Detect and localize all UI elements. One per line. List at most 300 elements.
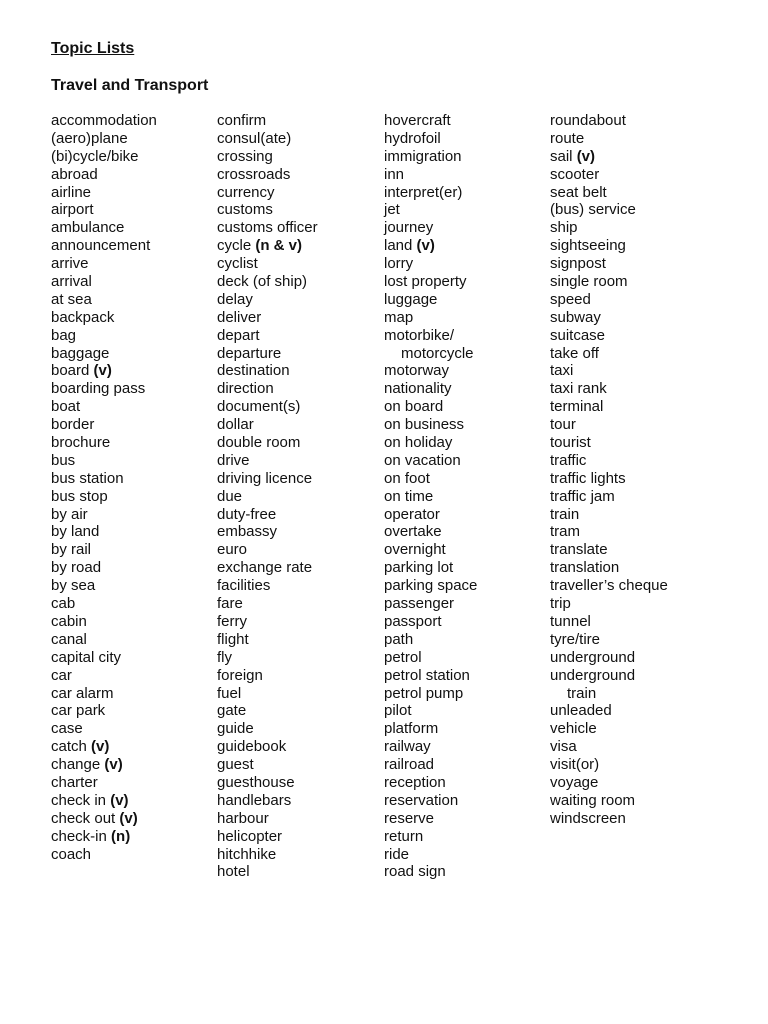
- word-list-item: [384, 559, 477, 577]
- word-list-item: [550, 792, 668, 810]
- word-text: fare: [217, 595, 243, 613]
- word-list-item: [217, 416, 318, 434]
- word-list-item: [51, 380, 157, 398]
- word-list-item: [384, 470, 477, 488]
- word-list-item: [217, 720, 318, 738]
- word-list-item: [217, 362, 318, 380]
- word-text: tyre/tire: [550, 630, 601, 648]
- word-text: by sea: [51, 577, 96, 595]
- word-list-item: [217, 452, 318, 470]
- word-text: parking space: [384, 577, 478, 595]
- word-list-item: [217, 273, 318, 291]
- word-text: canal: [51, 630, 87, 648]
- word-text: border: [51, 416, 95, 434]
- word-list-item: [550, 702, 668, 720]
- word-text: unleaded: [550, 702, 612, 720]
- word-list-item: [550, 756, 668, 774]
- word-text: car: [51, 666, 72, 684]
- word-list-item: [550, 327, 668, 345]
- word-text: return: [384, 827, 424, 845]
- word-text: jet: [384, 201, 400, 219]
- word-list-item: [550, 255, 668, 273]
- word-list-item: [217, 631, 318, 649]
- word-column-3: [384, 112, 477, 881]
- word-list-item: [51, 184, 157, 202]
- word-text: by rail: [51, 541, 92, 559]
- word-list-item: [384, 255, 477, 273]
- word-text: road sign: [384, 863, 446, 881]
- word-text: motorcycle: [401, 344, 474, 362]
- word-list-item: [217, 667, 318, 685]
- word-list-item: [384, 774, 477, 792]
- word-text: driving licence: [217, 469, 313, 487]
- word-text: hovercraft: [384, 112, 451, 129]
- word-text: translation: [550, 559, 620, 577]
- word-list-item: [550, 416, 668, 434]
- word-list-item: [550, 362, 668, 380]
- word-text: check out: [51, 809, 116, 827]
- word-column-4: [550, 112, 668, 828]
- word-text: hitchhike: [217, 845, 277, 863]
- word-list-item: [384, 756, 477, 774]
- word-list-item: [550, 201, 668, 219]
- part-of-speech-tag: (v): [91, 738, 110, 756]
- word-list-item: [550, 166, 668, 184]
- word-list-item: [217, 523, 318, 541]
- word-list-item: [217, 398, 318, 416]
- word-text: case: [51, 720, 83, 738]
- word-text: euro: [217, 541, 248, 559]
- word-text: deck (of ship): [217, 273, 308, 291]
- word-text: document(s): [217, 398, 301, 416]
- word-text: harbour: [217, 809, 269, 827]
- word-list-item: [550, 774, 668, 792]
- word-text: terminal: [550, 398, 604, 416]
- word-text: boarding pass: [51, 380, 146, 398]
- word-text: coach: [51, 845, 92, 863]
- word-text: airport: [51, 201, 94, 219]
- word-text: by air: [51, 505, 88, 523]
- word-list-item: [550, 488, 668, 506]
- word-list-item: [550, 595, 668, 613]
- word-list-item: [550, 720, 668, 738]
- word-list-item: [217, 327, 318, 345]
- word-text: check in: [51, 791, 107, 809]
- word-text: railroad: [384, 756, 435, 774]
- word-list-item: [51, 327, 157, 345]
- word-list-item: [217, 130, 318, 148]
- word-list-item: [550, 309, 668, 327]
- word-list-item: [384, 863, 477, 881]
- word-text: reservation: [384, 791, 459, 809]
- word-column-1: [51, 112, 157, 863]
- word-text: customs officer: [217, 219, 318, 237]
- word-list-item: [51, 255, 157, 273]
- word-list-item: [384, 720, 477, 738]
- word-list-item: [217, 649, 318, 667]
- word-list-item: [51, 416, 157, 434]
- word-text: signpost: [550, 255, 606, 273]
- word-text: seat belt: [550, 183, 607, 201]
- word-text: baggage: [51, 344, 110, 362]
- word-text: petrol station: [384, 666, 470, 684]
- word-text: platform: [384, 720, 439, 738]
- word-list-item: [51, 506, 157, 524]
- word-list-item: [550, 738, 668, 756]
- word-list-item: [550, 613, 668, 631]
- word-list-item: [51, 291, 157, 309]
- word-list-item: [550, 506, 668, 524]
- word-list-item: [51, 649, 157, 667]
- word-list-item: [217, 488, 318, 506]
- word-text: luggage: [384, 290, 438, 308]
- word-list-item: [384, 702, 477, 720]
- word-text: on vacation: [384, 451, 461, 469]
- word-text: train: [567, 684, 597, 702]
- word-list-item: [384, 416, 477, 434]
- word-list-item: [51, 201, 157, 219]
- word-text: translate: [550, 541, 608, 559]
- word-text: sail: [550, 147, 573, 165]
- word-list-item: [384, 112, 477, 130]
- word-text: depart: [217, 326, 260, 344]
- word-list-item: [384, 792, 477, 810]
- word-text: on business: [384, 416, 465, 434]
- word-list-item: [217, 309, 318, 327]
- word-text: cab: [51, 595, 76, 613]
- word-text: train: [550, 505, 580, 523]
- word-list-item: [51, 828, 157, 846]
- word-text: motorbike/: [384, 326, 455, 344]
- word-list-item: [384, 631, 477, 649]
- word-text: bus: [51, 451, 76, 469]
- word-list-item: [217, 541, 318, 559]
- word-list-item: [384, 273, 477, 291]
- word-list-item: [550, 649, 668, 667]
- word-text: on board: [384, 398, 444, 416]
- word-text: destination: [217, 362, 290, 380]
- word-text: dollar: [217, 416, 254, 434]
- word-text: taxi: [550, 362, 574, 380]
- word-text: windscreen: [550, 809, 626, 827]
- word-text: direction: [217, 380, 274, 398]
- word-text: departure: [217, 344, 282, 362]
- word-list-item: [51, 720, 157, 738]
- word-list-item: [384, 291, 477, 309]
- word-text: at sea: [51, 290, 92, 308]
- word-text: petrol: [384, 648, 422, 666]
- word-text: tram: [550, 523, 580, 541]
- word-text: guest: [217, 756, 254, 774]
- word-text: taxi rank: [550, 380, 607, 398]
- word-list-item: [217, 201, 318, 219]
- word-text: fuel: [217, 684, 242, 702]
- word-list-item: [550, 434, 668, 452]
- word-list-item: [384, 166, 477, 184]
- word-text: cyclist: [217, 255, 258, 273]
- word-list-item: [217, 506, 318, 524]
- word-text: lorry: [384, 255, 414, 273]
- word-list-item: [51, 577, 157, 595]
- word-text: passport: [384, 612, 442, 630]
- word-list-item: [550, 237, 668, 255]
- word-list-item: [384, 309, 477, 327]
- word-list-item: [384, 846, 477, 864]
- word-text: operator: [384, 505, 440, 523]
- word-text: confirm: [217, 112, 267, 129]
- word-list-item: [51, 130, 157, 148]
- word-list-item: [51, 595, 157, 613]
- word-list-item: [51, 219, 157, 237]
- word-text: passenger: [384, 595, 455, 613]
- word-list-item: [384, 810, 477, 828]
- word-list-item: [384, 148, 477, 166]
- word-text: traffic lights: [550, 469, 626, 487]
- word-text: helicopter: [217, 827, 283, 845]
- word-text: brochure: [51, 434, 111, 452]
- word-text: reception: [384, 773, 446, 791]
- word-list-item: [51, 273, 157, 291]
- word-list-item: [217, 577, 318, 595]
- word-text: subway: [550, 308, 601, 326]
- word-text: overnight: [384, 541, 446, 559]
- word-text: (bi)cycle/bike: [51, 147, 139, 165]
- word-list-item: [217, 810, 318, 828]
- word-text: cabin: [51, 612, 87, 630]
- document-title: Topic Lists: [51, 40, 135, 57]
- word-list-item: [384, 506, 477, 524]
- part-of-speech-tag: (v): [93, 362, 112, 380]
- word-list-item: [550, 184, 668, 202]
- word-text: underground: [550, 666, 636, 684]
- word-text: airline: [51, 183, 92, 201]
- word-list-item: [550, 452, 668, 470]
- word-text: map: [384, 308, 414, 326]
- word-list-item: [217, 685, 318, 703]
- word-list-item: [384, 452, 477, 470]
- word-list-item: [51, 309, 157, 327]
- word-text: suitcase: [550, 326, 606, 344]
- word-text: ride: [384, 845, 410, 863]
- word-list-item: [217, 559, 318, 577]
- word-list-item: [51, 523, 157, 541]
- word-list-item: [217, 237, 318, 255]
- word-list-item: [384, 219, 477, 237]
- word-list-item: [384, 488, 477, 506]
- word-list-item: [550, 631, 668, 649]
- word-list-item: [51, 631, 157, 649]
- word-text: traffic jam: [550, 487, 615, 505]
- word-text: path: [384, 630, 414, 648]
- part-of-speech-tag: (v): [119, 809, 138, 827]
- word-list-item: [217, 702, 318, 720]
- word-text: railway: [384, 738, 431, 756]
- word-text: by land: [51, 523, 100, 541]
- word-text: arrive: [51, 255, 89, 273]
- word-list-item: [384, 130, 477, 148]
- word-text: visit(or): [550, 756, 600, 774]
- word-text: change: [51, 756, 101, 774]
- word-text: ferry: [217, 612, 247, 630]
- word-text: gate: [217, 702, 247, 720]
- word-text: waiting room: [550, 791, 636, 809]
- word-text: announcement: [51, 237, 151, 255]
- word-text: take off: [550, 344, 599, 362]
- word-list-item: [550, 112, 668, 130]
- word-list-item: [217, 792, 318, 810]
- word-list-item: [51, 685, 157, 703]
- word-text: bag: [51, 326, 77, 344]
- word-text: facilities: [217, 577, 271, 595]
- word-text: foreign: [217, 666, 263, 684]
- word-text: bus stop: [51, 487, 108, 505]
- word-text: consul(ate): [217, 129, 292, 147]
- word-list-item: [51, 237, 157, 255]
- word-list-item: [51, 810, 157, 828]
- word-text: boat: [51, 398, 81, 416]
- word-text: check-in: [51, 827, 107, 845]
- word-text: crossroads: [217, 165, 291, 183]
- word-text: sightseeing: [550, 237, 626, 255]
- word-text: catch: [51, 738, 87, 756]
- word-list-item: [51, 738, 157, 756]
- word-text: roundabout: [550, 112, 626, 129]
- word-text: on holiday: [384, 434, 453, 452]
- word-list-item: [550, 398, 668, 416]
- word-list-item: [384, 667, 477, 685]
- word-list-item: [384, 523, 477, 541]
- word-list-item: [384, 541, 477, 559]
- word-text: trip: [550, 595, 571, 613]
- word-text: exchange rate: [217, 559, 313, 577]
- word-text: currency: [217, 183, 275, 201]
- word-list-item: [384, 685, 477, 703]
- word-list-item: [217, 255, 318, 273]
- word-list-item: [51, 792, 157, 810]
- word-list-item: [217, 166, 318, 184]
- word-text: ship: [550, 219, 578, 237]
- word-list-item: [550, 810, 668, 828]
- word-text: visa: [550, 738, 577, 756]
- word-list-item: [550, 273, 668, 291]
- word-list-item: [384, 595, 477, 613]
- word-list-item: [51, 846, 157, 864]
- word-text: accommodation: [51, 112, 157, 129]
- word-text: nationality: [384, 380, 452, 398]
- word-list-item: [384, 828, 477, 846]
- word-text: underground: [550, 648, 636, 666]
- word-list-item: [217, 434, 318, 452]
- word-text: bus station: [51, 469, 124, 487]
- word-list-item: [384, 362, 477, 380]
- word-list-item: [217, 470, 318, 488]
- part-of-speech-tag: (v): [104, 756, 123, 774]
- part-of-speech-tag: (n): [111, 827, 131, 845]
- word-list-item: [384, 201, 477, 219]
- word-list-item: [51, 148, 157, 166]
- word-list-item: [217, 148, 318, 166]
- word-text: fly: [217, 648, 232, 666]
- word-text: abroad: [51, 165, 98, 183]
- word-list-item: [384, 237, 477, 255]
- word-text: charter: [51, 773, 98, 791]
- word-list-item: [384, 380, 477, 398]
- word-text: on foot: [384, 469, 430, 487]
- part-of-speech-tag: (v): [110, 791, 129, 809]
- word-text: deliver: [217, 308, 262, 326]
- word-list-item: [217, 380, 318, 398]
- word-list-item: [217, 846, 318, 864]
- word-text: due: [217, 487, 243, 505]
- word-text: cycle: [217, 237, 252, 255]
- word-text: lost property: [384, 273, 467, 291]
- word-list-item: [384, 327, 477, 345]
- word-list-item: [384, 649, 477, 667]
- word-list-item: [550, 577, 668, 595]
- word-list-item: [217, 112, 318, 130]
- word-text: overtake: [384, 523, 442, 541]
- word-list-item: [550, 148, 668, 166]
- word-text: motorway: [384, 362, 450, 380]
- word-text: on time: [384, 487, 434, 505]
- word-text: crossing: [217, 147, 273, 165]
- word-list-item: [51, 613, 157, 631]
- word-column-2: [217, 112, 318, 881]
- word-list-item: [51, 756, 157, 774]
- word-list-item: [217, 828, 318, 846]
- word-text: tunnel: [550, 612, 591, 630]
- word-list-item: [550, 470, 668, 488]
- word-list-item: [384, 613, 477, 631]
- word-text: reserve: [384, 809, 435, 827]
- word-text: immigration: [384, 147, 462, 165]
- word-list-item: [217, 184, 318, 202]
- word-text: guide: [217, 720, 254, 738]
- document-subtitle: Travel and Transport: [51, 77, 209, 94]
- word-text: tour: [550, 416, 576, 434]
- word-list-item: [51, 112, 157, 130]
- word-text: voyage: [550, 773, 599, 791]
- word-text: (bus) service: [550, 201, 636, 219]
- word-list-item: [51, 470, 157, 488]
- word-list-item: [217, 219, 318, 237]
- word-text: land: [384, 237, 413, 255]
- word-list-item: [51, 559, 157, 577]
- word-list-item: [51, 488, 157, 506]
- word-list-item: [550, 667, 668, 685]
- part-of-speech-tag: (n & v): [255, 237, 303, 255]
- word-list-item: [51, 398, 157, 416]
- word-text: petrol pump: [384, 684, 464, 702]
- word-list-item: [384, 434, 477, 452]
- word-text: inn: [384, 165, 405, 183]
- word-text: car park: [51, 702, 106, 720]
- word-list-item: [51, 774, 157, 792]
- word-text: traffic: [550, 451, 587, 469]
- word-text: route: [550, 129, 585, 147]
- word-text: capital city: [51, 648, 122, 666]
- word-text: double room: [217, 434, 301, 452]
- word-text: vehicle: [550, 720, 597, 738]
- word-list-item: [550, 541, 668, 559]
- word-text: guesthouse: [217, 773, 295, 791]
- part-of-speech-tag: (v): [576, 147, 596, 165]
- word-text: tourist: [550, 434, 591, 452]
- word-list-item: [51, 702, 157, 720]
- word-text: embassy: [217, 523, 278, 541]
- word-text: by road: [51, 559, 102, 577]
- word-text: backpack: [51, 308, 115, 326]
